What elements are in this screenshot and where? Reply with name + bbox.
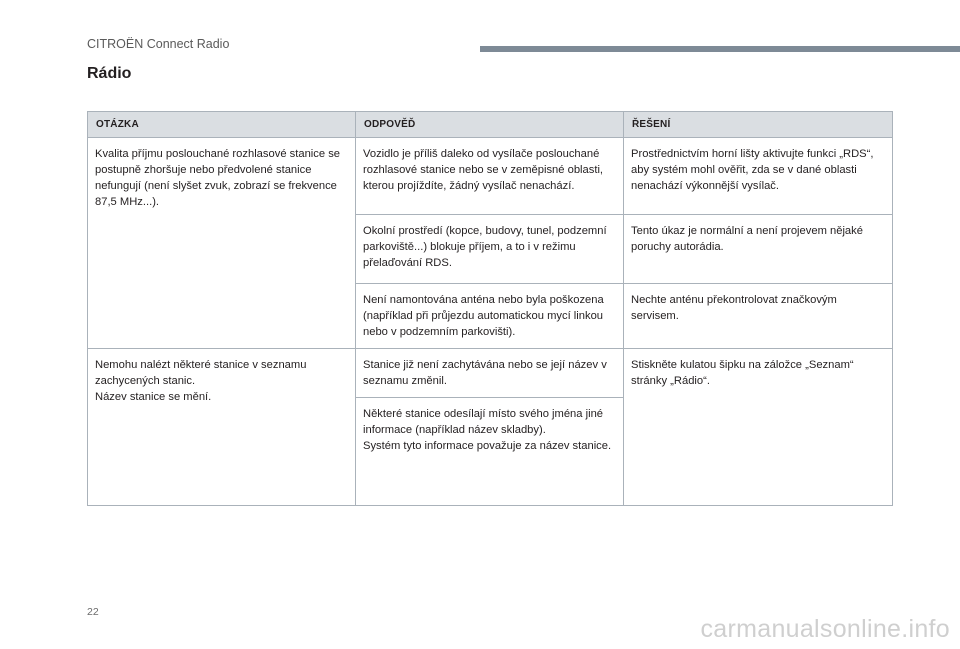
document-header-title: CITROËN Connect Radio (87, 37, 230, 51)
table-header-row (88, 112, 893, 138)
question-cell: Nemohu nalézt některé stanice v seznamu zachycených stanic. Název stanice se mění. (88, 349, 356, 506)
solution-cell: Tento úkaz je normální a není projevem nějaké poruchy autorádia. (624, 215, 893, 284)
answer-cell: Vozidlo je příliš daleko od vysílače poslouchané rozhlasové stanice nebo se v zeměpisné oblasti, kterou projíždíte, žádný vysílač nenachází. (356, 138, 624, 215)
answer-cell: Není namontována anténa nebo byla poškozena (například při průjezdu automatickou mycí linkou nebo v podzemním parkovišti). (356, 284, 624, 349)
troubleshooting-table (87, 111, 893, 506)
answer-cell: Některé stanice odesílají místo svého jména jiné informace (například název skladby). Systém tyto informace považuje za název stanice. (356, 398, 624, 506)
answer-cell: Okolní prostředí (kopce, budovy, tunel, podzemní parkoviště...) blokuje příjem, a to i v režimu přelaďování RDS. (356, 215, 624, 284)
question-cell: Kvalita příjmu poslouchané rozhlasové stanice se postupně zhoršuje nebo předvolené stanice nefungují (není slyšet zvuk, zobrazí se frekvence 87,5 MHz...). (88, 138, 356, 349)
page-number: 22 (87, 606, 99, 618)
solution-cell: Prostřednictvím horní lišty aktivujte funkci „RDS“, aby systém mohl ověřit, zda se v dané oblasti nenachází výkonnější vysílač. (624, 138, 893, 215)
table-row (88, 138, 893, 215)
answer-cell: Stanice již není zachytávána nebo se její název v seznamu změnil. (356, 349, 624, 398)
column-header-answer: ODPOVĚĎ (356, 112, 624, 138)
column-header-solution: ŘEŠENÍ (624, 112, 893, 138)
column-header-question: OTÁZKA (88, 112, 356, 138)
section-title: Rádio (87, 65, 132, 82)
watermark: carmanualsonline.info (700, 615, 950, 643)
header-rule (480, 46, 960, 52)
solution-cell: Stiskněte kulatou šipku na záložce „Seznam“ stránky „Rádio“. (624, 349, 893, 506)
solution-cell: Nechte anténu překontrolovat značkovým servisem. (624, 284, 893, 349)
table-row (88, 349, 893, 398)
